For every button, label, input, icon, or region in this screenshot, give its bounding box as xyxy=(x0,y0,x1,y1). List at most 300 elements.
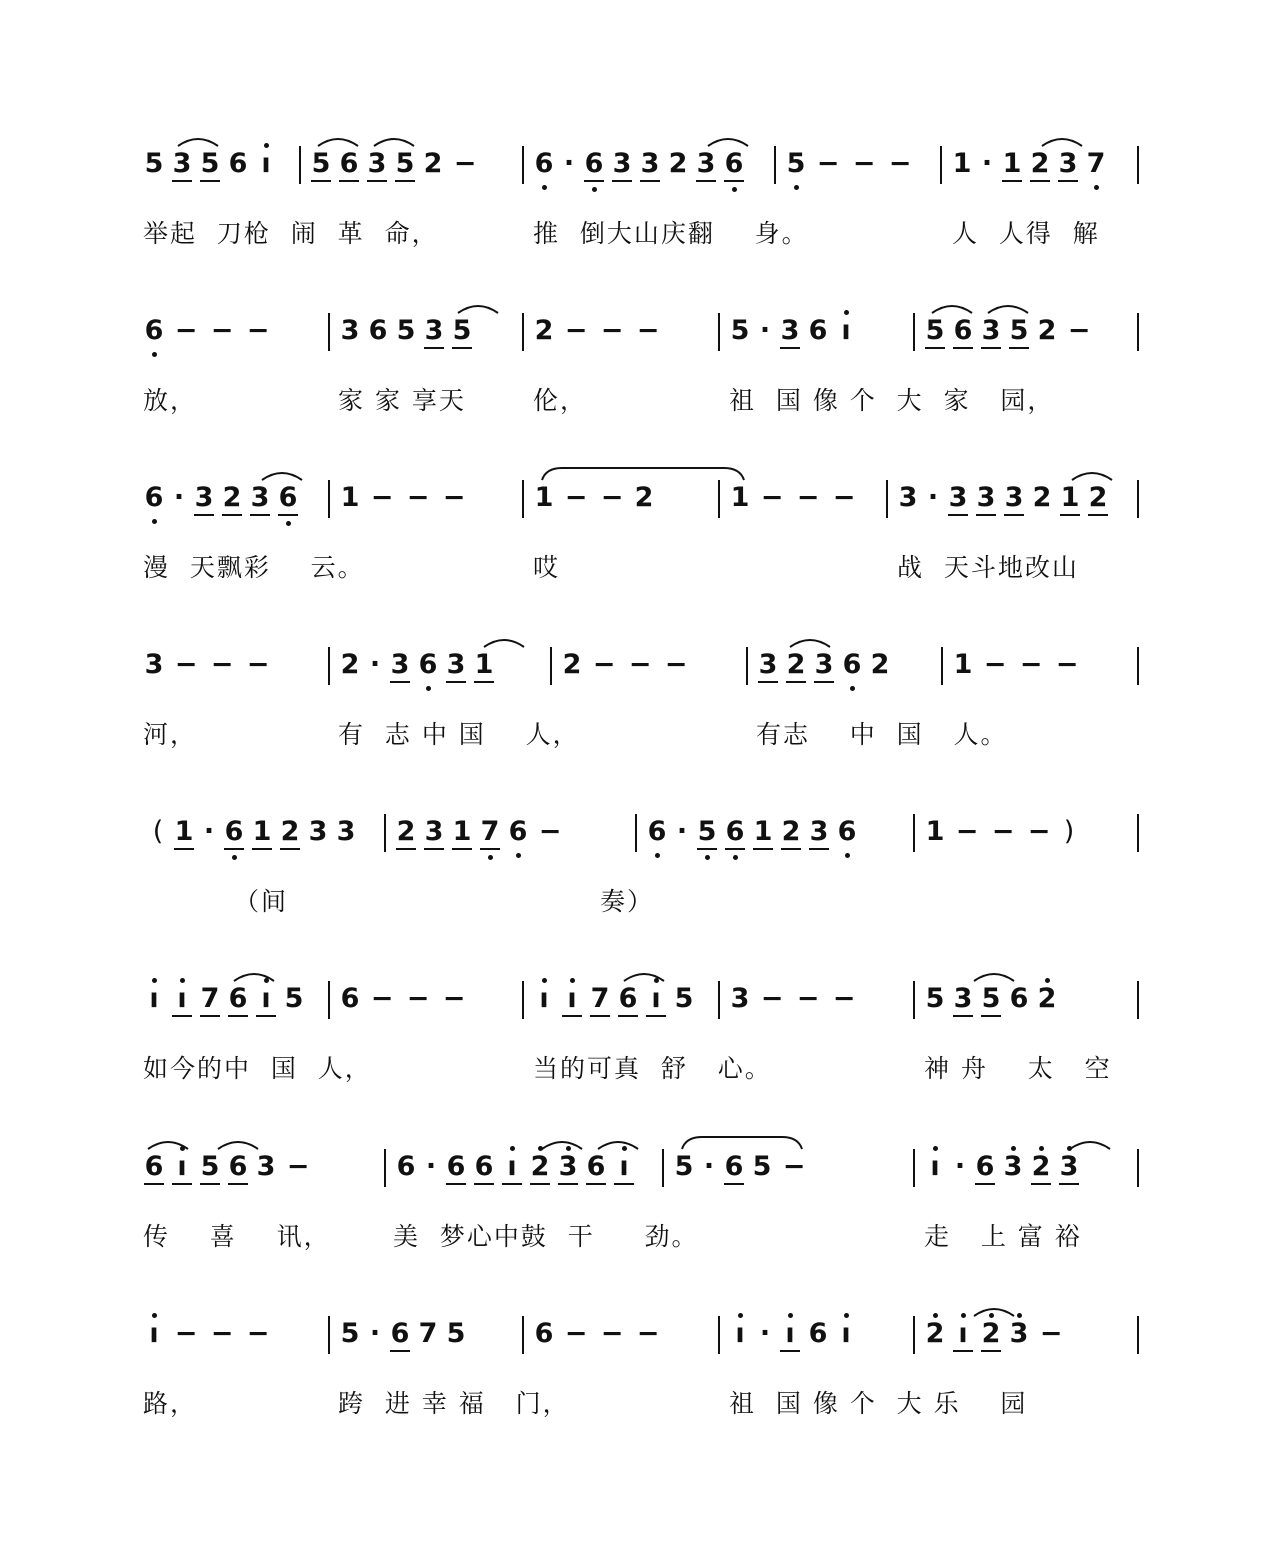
barline xyxy=(1137,480,1139,518)
extension-dash: − xyxy=(174,649,198,680)
note: 1 xyxy=(952,148,972,179)
note: 7 xyxy=(1082,146,1110,182)
extension-dash: − xyxy=(1067,315,1091,346)
note: 2 xyxy=(276,814,304,850)
note: ı xyxy=(168,1149,196,1185)
note: ı xyxy=(949,1316,977,1352)
note: 7 xyxy=(476,814,504,850)
note: 2 xyxy=(423,148,443,179)
extension-dash: − xyxy=(564,1318,588,1349)
extension-dash: − xyxy=(600,1318,624,1349)
note: 6 xyxy=(808,315,828,346)
extension-dash: − xyxy=(796,983,820,1014)
note: 5 xyxy=(674,1151,694,1182)
extension-dash: − xyxy=(210,649,234,680)
low-octave-dot xyxy=(516,853,521,858)
augmentation-dot: · xyxy=(173,482,185,513)
note: 6 xyxy=(368,315,388,346)
note: 3 xyxy=(442,647,470,683)
augmentation-dot: · xyxy=(425,1151,437,1182)
note: 3 xyxy=(949,981,977,1017)
note: 7 xyxy=(196,981,224,1017)
note: ı xyxy=(558,981,586,1017)
extension-dash: − xyxy=(174,315,198,346)
measure-7-4 xyxy=(921,1149,1083,1185)
measure-4-2 xyxy=(336,647,498,683)
note: 6 xyxy=(228,148,248,179)
note: 3 xyxy=(972,480,1000,516)
barline xyxy=(1137,814,1139,852)
barline xyxy=(1137,647,1139,685)
barline xyxy=(328,480,330,518)
barline xyxy=(1137,1149,1139,1187)
note: 2 xyxy=(668,148,688,179)
barline xyxy=(746,647,748,685)
extension-dash: − xyxy=(600,482,624,513)
note: 3 xyxy=(554,1149,582,1185)
score-system-2 xyxy=(0,307,1280,437)
low-octave-dot xyxy=(542,185,547,190)
extension-dash: − xyxy=(1027,816,1051,847)
lyric-line: 走 上 富 裕 xyxy=(924,1222,1082,1251)
lyric-line: 有 志 中 国 人， xyxy=(338,720,580,749)
measure-1-5 xyxy=(948,146,1110,182)
extension-dash: − xyxy=(1019,649,1043,680)
note: 3 xyxy=(810,647,838,683)
low-octave-dot xyxy=(732,187,737,192)
note: 6 xyxy=(414,647,442,683)
note: 3 xyxy=(340,315,360,346)
lyric-line: 美 梦心中鼓 干 劲。 xyxy=(393,1222,699,1251)
extension-dash: − xyxy=(832,983,856,1014)
note: 3 xyxy=(168,146,196,182)
barline xyxy=(1137,1316,1139,1354)
note: 3 xyxy=(1000,480,1028,516)
note: ı xyxy=(140,981,168,1017)
extension-dash: − xyxy=(782,1151,806,1182)
note: 2 xyxy=(1032,482,1052,513)
note: 3 xyxy=(1055,1149,1083,1185)
note: 6 xyxy=(833,814,861,850)
note: 3 xyxy=(1054,146,1082,182)
measure-3-4 xyxy=(726,480,862,516)
note: 6 xyxy=(504,814,532,850)
note: 6 xyxy=(534,1318,554,1349)
barline xyxy=(774,146,776,184)
note: ı xyxy=(832,1316,860,1352)
note: 3 xyxy=(308,816,328,847)
note: 1 xyxy=(1056,480,1084,516)
lyric-line: 跨 进 幸 福 门， xyxy=(338,1389,570,1418)
barline xyxy=(718,1316,720,1354)
note: 3 xyxy=(898,482,918,513)
note: 1 xyxy=(998,146,1026,182)
low-octave-dot xyxy=(655,853,660,858)
barline xyxy=(328,647,330,685)
note: 5 xyxy=(396,315,416,346)
note: 3 xyxy=(608,146,636,182)
augmentation-dot: · xyxy=(759,315,771,346)
measure-6-2 xyxy=(336,981,472,1017)
note: 5 xyxy=(307,146,335,182)
note: 5 xyxy=(977,981,1005,1017)
note: 6 xyxy=(224,1149,252,1185)
extension-dash: − xyxy=(442,482,466,513)
measure-5-4 xyxy=(921,814,1081,850)
measure-2-4 xyxy=(726,313,860,349)
barline xyxy=(913,1316,915,1354)
lyric-line: 路， xyxy=(143,1389,198,1418)
barline xyxy=(886,480,888,518)
augmentation-dot: · xyxy=(563,148,575,179)
barline xyxy=(522,146,524,184)
augmentation-dot: · xyxy=(203,816,215,847)
measure-4-4 xyxy=(754,647,894,683)
extension-dash: − xyxy=(760,983,784,1014)
extension-dash: − xyxy=(538,816,562,847)
note: 2 xyxy=(218,480,246,516)
extension-dash: − xyxy=(955,816,979,847)
note: 3 xyxy=(730,983,750,1014)
extension-dash: − xyxy=(636,1318,660,1349)
measure-8-2 xyxy=(336,1316,470,1352)
note: 5 xyxy=(340,1318,360,1349)
note: 3 xyxy=(1005,1316,1033,1352)
extension-dash: − xyxy=(174,1318,198,1349)
barline xyxy=(1137,146,1139,184)
note: 5 xyxy=(144,148,164,179)
note: 6 xyxy=(808,1318,828,1349)
measure-1-1 xyxy=(140,146,280,182)
note: 3 xyxy=(776,313,804,349)
note: 7 xyxy=(418,1318,438,1349)
note: 6 xyxy=(470,1149,498,1185)
extension-dash: − xyxy=(564,315,588,346)
note: ı xyxy=(610,1149,638,1185)
note: 2 xyxy=(870,649,890,680)
barline xyxy=(718,480,720,518)
measure-1-2 xyxy=(307,146,483,182)
note: 5 xyxy=(925,983,945,1014)
note: 5 xyxy=(730,315,750,346)
note: 6 xyxy=(442,1149,470,1185)
extension-dash: − xyxy=(246,649,270,680)
parenthesis: ) xyxy=(1063,816,1075,847)
note: 3 xyxy=(144,649,164,680)
note: 5 xyxy=(196,146,224,182)
barline xyxy=(913,1149,915,1187)
note: 6 xyxy=(220,814,248,850)
lyric-line: 当的可真 舒 心。 xyxy=(533,1054,772,1083)
extension-dash: − xyxy=(636,315,660,346)
low-octave-dot xyxy=(1094,185,1099,190)
augmentation-dot: · xyxy=(676,816,688,847)
measure-6-4 xyxy=(726,981,862,1017)
lyric-line: 推 倒大山庆翻 身。 xyxy=(533,219,809,248)
note: 3 xyxy=(420,313,448,349)
measure-6-1 xyxy=(140,981,308,1017)
extension-dash: − xyxy=(592,649,616,680)
note: ı xyxy=(921,1149,949,1185)
low-octave-dot xyxy=(426,686,431,691)
extension-dash: − xyxy=(852,148,876,179)
note: 2 xyxy=(1084,480,1112,516)
low-octave-dot xyxy=(152,519,157,524)
note: 1 xyxy=(534,482,554,513)
extension-dash: − xyxy=(286,1151,310,1182)
score-system-1 xyxy=(0,140,1280,270)
note: ı xyxy=(168,981,196,1017)
note: ı xyxy=(252,146,280,182)
barline xyxy=(1137,313,1139,351)
note: 3 xyxy=(336,816,356,847)
extension-dash: − xyxy=(760,482,784,513)
measure-4-5 xyxy=(949,647,1085,683)
note: 1 xyxy=(170,814,198,850)
barline xyxy=(299,146,301,184)
note: 2 xyxy=(392,814,420,850)
note: 3 xyxy=(256,1151,276,1182)
note: 1 xyxy=(749,814,777,850)
note: 6 xyxy=(1009,983,1029,1014)
note: 6 xyxy=(386,1316,414,1352)
note: ı xyxy=(530,981,558,1017)
barline xyxy=(940,146,942,184)
note: 6 xyxy=(720,1149,748,1185)
lyric-line: 伦， xyxy=(533,386,588,415)
lyric-line: （间 xyxy=(234,887,289,916)
barline xyxy=(328,313,330,351)
low-octave-dot xyxy=(733,855,738,860)
note: 2 xyxy=(1027,1149,1055,1185)
note: 2 xyxy=(340,649,360,680)
augmentation-dot: · xyxy=(927,482,939,513)
note: 2 xyxy=(534,315,554,346)
augmentation-dot: · xyxy=(369,1318,381,1349)
note: 2 xyxy=(1037,315,1057,346)
low-octave-dot xyxy=(794,185,799,190)
measure-3-5 xyxy=(894,480,1112,516)
extension-dash: − xyxy=(246,1318,270,1349)
note: ı xyxy=(498,1149,526,1185)
parenthesis: ( xyxy=(152,816,164,847)
score-system-8 xyxy=(0,1310,1280,1440)
score-system-7 xyxy=(0,1143,1280,1273)
note: 6 xyxy=(274,480,302,516)
lyric-line: 祖 国 像 个 大 乐 园 xyxy=(729,1389,1028,1418)
measure-4-1 xyxy=(140,647,276,683)
measure-8-3 xyxy=(530,1316,666,1352)
note: 3 xyxy=(944,480,972,516)
measure-5-3 xyxy=(643,814,861,850)
note: 6 xyxy=(224,981,252,1017)
note: 1 xyxy=(953,649,973,680)
barline xyxy=(913,313,915,351)
note: ı xyxy=(776,1316,804,1352)
lyric-line: 举起 刀枪 闹 革 命， xyxy=(143,219,439,248)
note: 1 xyxy=(470,647,498,683)
note: 3 xyxy=(246,480,274,516)
barline xyxy=(522,313,524,351)
note: ı xyxy=(726,1316,754,1352)
note: 2 xyxy=(634,482,654,513)
note: 5 xyxy=(693,814,721,850)
measure-2-5 xyxy=(921,313,1097,349)
note: 2 xyxy=(562,649,582,680)
low-octave-dot xyxy=(850,686,855,691)
extension-dash: − xyxy=(816,148,840,179)
score-system-5 xyxy=(0,808,1280,938)
extension-dash: − xyxy=(406,482,430,513)
low-octave-dot xyxy=(286,521,291,526)
lyric-line: 河， xyxy=(143,720,198,749)
barline xyxy=(522,480,524,518)
note: ı xyxy=(642,981,670,1017)
measure-5-1 xyxy=(146,814,360,850)
measure-5-2 xyxy=(392,814,568,850)
note: 7 xyxy=(586,981,614,1017)
lyric-line: 祖 国 像 个 大 家 园， xyxy=(729,386,1055,415)
barline xyxy=(384,814,386,852)
note: 3 xyxy=(754,647,782,683)
low-octave-dot xyxy=(232,855,237,860)
note: 3 xyxy=(999,1149,1027,1185)
note: 3 xyxy=(386,647,414,683)
measure-3-3 xyxy=(530,480,658,516)
extension-dash: − xyxy=(210,315,234,346)
extension-dash: − xyxy=(796,482,820,513)
barline xyxy=(662,1149,664,1187)
note: 6 xyxy=(396,1151,416,1182)
note: 1 xyxy=(448,814,476,850)
measure-7-3 xyxy=(670,1149,812,1185)
augmentation-dot: · xyxy=(759,1318,771,1349)
note: 3 xyxy=(420,814,448,850)
note: 3 xyxy=(190,480,218,516)
barline xyxy=(913,981,915,1019)
note: 3 xyxy=(636,146,664,182)
note: 5 xyxy=(391,146,419,182)
lyric-line: 传 喜 讯， xyxy=(143,1222,331,1251)
lyric-line: 神 舟 太 空 xyxy=(924,1054,1112,1083)
extension-dash: − xyxy=(246,315,270,346)
extension-dash: − xyxy=(1055,649,1079,680)
measure-1-3 xyxy=(530,146,748,182)
extension-dash: − xyxy=(442,983,466,1014)
extension-dash: − xyxy=(983,649,1007,680)
barline xyxy=(718,313,720,351)
note: 5 xyxy=(196,1149,224,1185)
augmentation-dot: · xyxy=(954,1151,966,1182)
extension-dash: − xyxy=(370,983,394,1014)
barline xyxy=(328,981,330,1019)
note: 5 xyxy=(752,1151,772,1182)
note: 3 xyxy=(977,313,1005,349)
extension-dash: − xyxy=(991,816,1015,847)
measure-6-3 xyxy=(530,981,698,1017)
measure-8-4 xyxy=(726,1316,860,1352)
lyric-line: 战 天斗地改山 xyxy=(897,553,1079,582)
lyric-line: 奏） xyxy=(600,887,655,916)
note: 2 xyxy=(1026,146,1054,182)
measure-3-2 xyxy=(336,480,472,516)
note: 6 xyxy=(971,1149,999,1185)
barline xyxy=(328,1316,330,1354)
note: ı xyxy=(140,1316,168,1352)
extension-dash: − xyxy=(832,482,856,513)
barline xyxy=(522,981,524,1019)
note: 1 xyxy=(248,814,276,850)
note: 2 xyxy=(1033,981,1061,1017)
note: 6 xyxy=(335,146,363,182)
barline xyxy=(718,981,720,1019)
barline xyxy=(550,647,552,685)
note: 3 xyxy=(692,146,720,182)
barline xyxy=(913,814,915,852)
lyric-line: 哎 xyxy=(533,553,561,582)
note: 6 xyxy=(720,146,748,182)
measure-2-3 xyxy=(530,313,666,349)
augmentation-dot: · xyxy=(369,649,381,680)
note: 6 xyxy=(614,981,642,1017)
barline xyxy=(635,814,637,852)
extension-dash: − xyxy=(406,983,430,1014)
note: 5 xyxy=(284,983,304,1014)
low-octave-dot xyxy=(705,855,710,860)
measure-1-4 xyxy=(782,146,918,182)
low-octave-dot xyxy=(592,187,597,192)
note: 5 xyxy=(674,983,694,1014)
note: 5 xyxy=(448,313,476,349)
lyric-line: 如今的中 国 人， xyxy=(143,1054,372,1083)
note: 5 xyxy=(921,313,949,349)
score-system-4 xyxy=(0,641,1280,771)
note: 5 xyxy=(1005,313,1033,349)
measure-2-2 xyxy=(336,313,476,349)
barline xyxy=(522,1316,524,1354)
low-octave-dot xyxy=(152,352,157,357)
note: 6 xyxy=(340,983,360,1014)
note: 6 xyxy=(140,313,168,349)
lyric-line: 人 人得 解 xyxy=(952,219,1100,248)
score-system-6 xyxy=(0,975,1280,1105)
lyric-line: 家 家 享天 xyxy=(338,386,466,415)
extension-dash: − xyxy=(564,482,588,513)
measure-8-1 xyxy=(140,1316,276,1352)
extension-dash: − xyxy=(1039,1318,1063,1349)
note: 3 xyxy=(363,146,391,182)
barline xyxy=(941,647,943,685)
note: 2 xyxy=(526,1149,554,1185)
low-octave-dot xyxy=(488,855,493,860)
low-octave-dot xyxy=(845,853,850,858)
note: 6 xyxy=(530,146,558,182)
note: 2 xyxy=(782,647,810,683)
note: 3 xyxy=(805,814,833,850)
note: 6 xyxy=(721,814,749,850)
measure-2-1 xyxy=(140,313,276,349)
extension-dash: − xyxy=(600,315,624,346)
barline xyxy=(384,1149,386,1187)
note: 6 xyxy=(643,814,671,850)
note: 6 xyxy=(140,480,168,516)
measure-7-2 xyxy=(392,1149,638,1185)
measure-3-1 xyxy=(140,480,302,516)
measure-6-5 xyxy=(921,981,1061,1017)
score-system-3 xyxy=(0,474,1280,604)
barline xyxy=(1137,981,1139,1019)
measure-4-3 xyxy=(558,647,694,683)
